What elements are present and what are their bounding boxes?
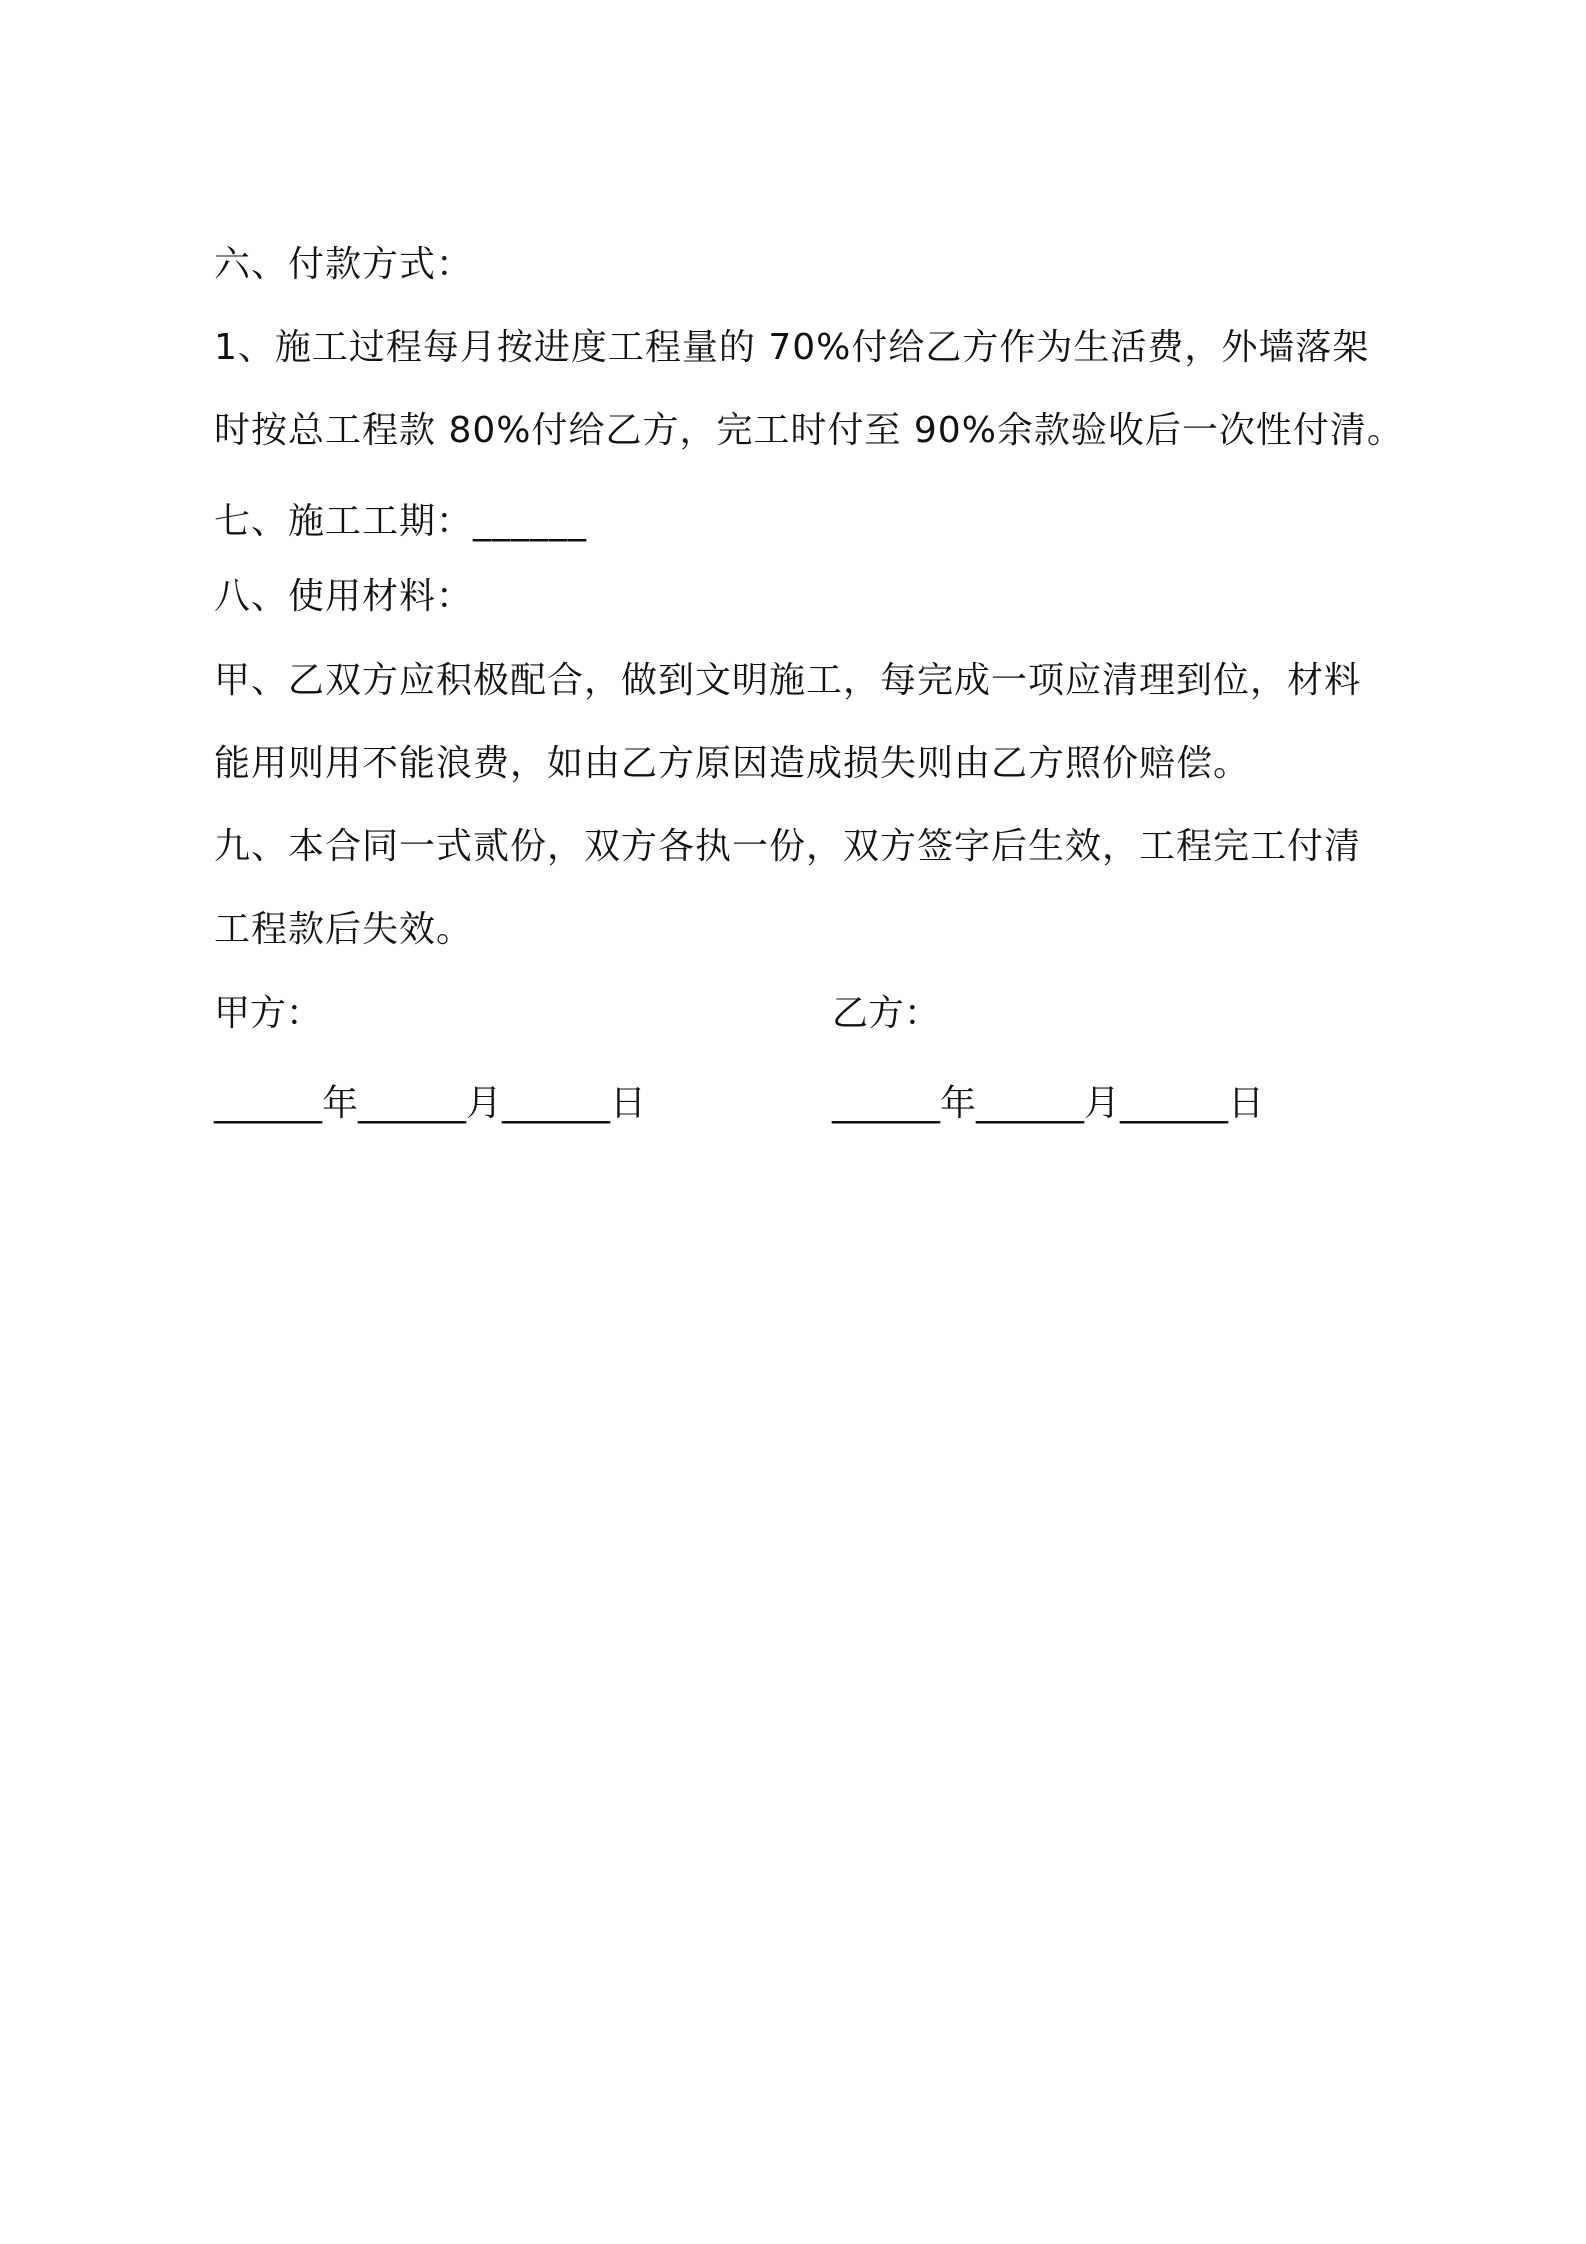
section-7-construction-period: 七、施工工期：______: [214, 501, 588, 542]
section-9-line-1: 九、本合同一式贰份，双方各执一份，双方签字后生效，工程完工付清: [214, 826, 1362, 867]
section-8-heading: 八、使用材料：: [214, 576, 474, 617]
section-8-line-2: 能用则用不能浪费，如由乙方原因造成损失则由乙方照价赔偿。: [214, 743, 1251, 784]
party-b-date: ______年______月______日: [832, 1083, 1264, 1124]
section-8-line-1: 甲、乙双方应积极配合，做到文明施工，每完成一项应清理到位，材料: [214, 660, 1362, 701]
section-6-heading: 六、付款方式：: [214, 244, 474, 285]
party-b-label: 乙方：: [832, 993, 941, 1034]
party-a-label: 甲方：: [214, 993, 323, 1034]
section-9-line-2: 工程款后失效。: [214, 909, 474, 950]
section-6-item-1-line-1: 1、施工过程每月按进度工程量的 70%付给乙方作为生活费，外墙落架: [214, 327, 1370, 368]
section-6-item-1-line-2: 时按总工程款 80%付给乙方，完工时付至 90%余款验收后一次性付清。: [214, 410, 1404, 451]
party-a-date: ______年______月______日: [214, 1083, 646, 1124]
